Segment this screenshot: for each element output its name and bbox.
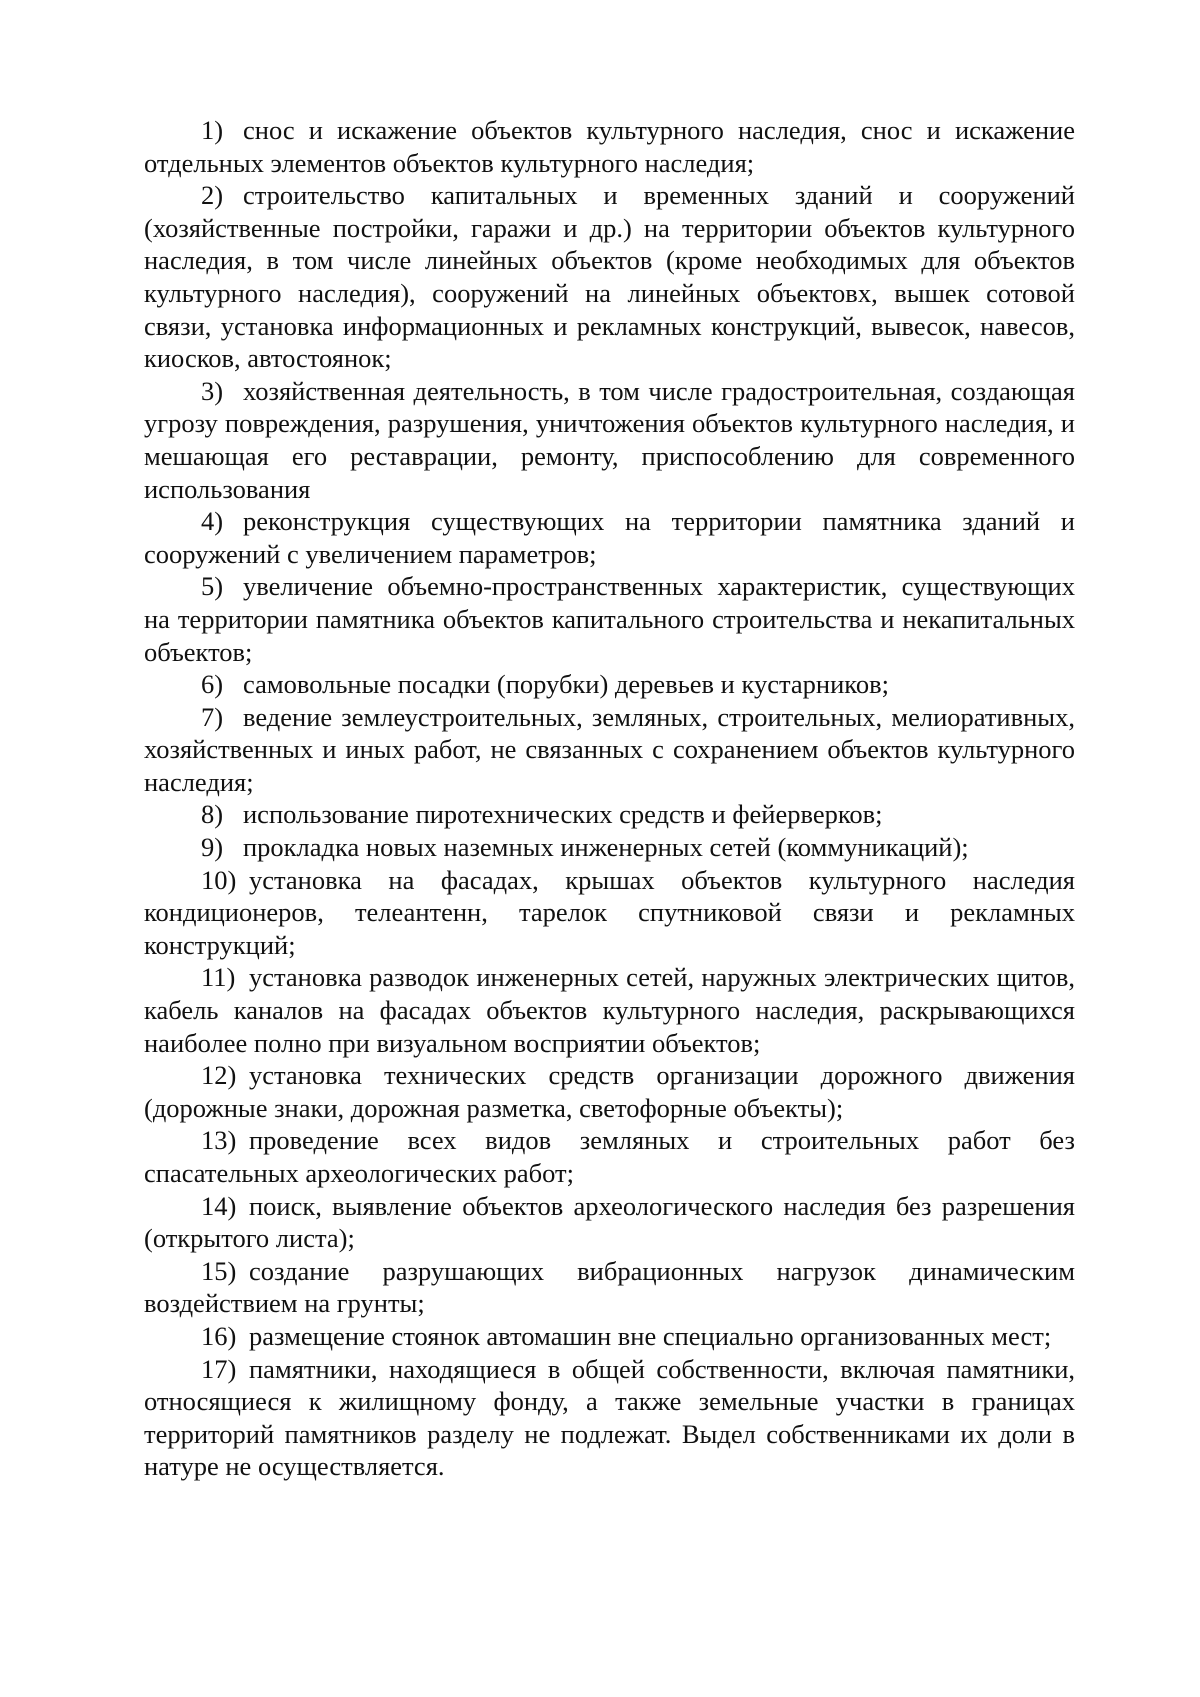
list-item-number: 1) bbox=[201, 115, 224, 145]
list-item bbox=[144, 1059, 1075, 1124]
list-item-text: установка разводок инженерных сетей, наружных электрических щитов, кабель каналов на фасадах объектов культурного наследия, раскрывающихся наиболее полно при визуальном восприятии объектов; bbox=[144, 962, 1075, 1058]
list-item-number: 4) bbox=[201, 506, 224, 537]
list-item-text: установка технических средств организации дорожного движения (дорожные знаки, дорожная разметка, светофорные объекты); bbox=[144, 1060, 1075, 1123]
list-item-text: ведение землеустроительных, земляных, строительных, мелиоративных, хозяйственных и иных работ, не связанных с сохранением объектов культурного наследия; bbox=[144, 701, 1075, 797]
list-item bbox=[144, 1255, 1075, 1320]
list-item bbox=[144, 961, 1075, 1059]
list-item bbox=[144, 701, 1075, 799]
list-item-text: создание разрушающих вибрационных нагрузок динамическим воздействием на грунты; bbox=[144, 1255, 1075, 1319]
list-item bbox=[144, 668, 1075, 701]
list-item bbox=[144, 831, 1075, 864]
list-item-number: 10) bbox=[201, 864, 237, 895]
list-item-text: проведение всех видов земляных и строительных работ без спасательных археологических работ; bbox=[144, 1125, 1075, 1188]
list-item bbox=[144, 505, 1075, 570]
list-item-text: прокладка новых наземных инженерных сетей (коммуникаций); bbox=[243, 832, 969, 863]
list-item-text: памятники, находящиеся в общей собственности, включая памятники, относящиеся к жилищному фонду, а также земельные участки в границах территорий памятников разделу не подлежат. Выдел собственниками их доли в натуре не осуществляется. bbox=[144, 1353, 1075, 1482]
list-item bbox=[144, 864, 1075, 962]
list-item-text: увеличение объемно-пространственных характеристик, существующих на территории памятника объектов капитального строительства и некапитальных объектов; bbox=[144, 571, 1075, 667]
list-item bbox=[144, 1320, 1075, 1353]
list-item-text: поиск, выявление объектов археологического наследия без разрешения (открытого листа); bbox=[144, 1190, 1075, 1254]
list-item bbox=[144, 375, 1075, 505]
list-item-number: 5) bbox=[201, 571, 224, 602]
list-item-text: установка на фасадах, крышах объектов культурного наследия кондиционеров, телеантенн, тарелок спутниковой связи и рекламных конструкций; bbox=[144, 864, 1075, 960]
list-item-number: 12) bbox=[201, 1060, 237, 1091]
list-item-number: 3) bbox=[201, 375, 224, 406]
list-item bbox=[144, 570, 1075, 668]
list-item bbox=[144, 114, 1075, 179]
list-item-text: самовольные посадки (порубки) деревьев и кустарников; bbox=[243, 669, 889, 700]
list-item-number: 2) bbox=[201, 180, 224, 211]
list-item bbox=[144, 1190, 1075, 1255]
list-item-text: снос и искажение объектов культурного наследия, снос и искажение отдельных элементов объектов культурного наследия; bbox=[144, 115, 1075, 178]
list-item-text: строительство капитальных и временных зданий и сооружений (хозяйственные постройки, гаражи и др.) на территории объектов культурного наследия, в том числе линейных объектов (кроме необходимых для объектов культурного наследия), сооружений на линейных объектовх, вышек сотовой связи, установка информационных и рекламных конструкций, вывесок, навесов, киосков, автостоянок; bbox=[144, 180, 1075, 374]
list-item-number: 8) bbox=[201, 799, 224, 830]
list-item-number: 17) bbox=[201, 1353, 237, 1384]
list-item bbox=[144, 1353, 1075, 1483]
list-item-text: реконструкция существующих на территории памятника зданий и сооружений с увеличением параметров; bbox=[144, 506, 1075, 569]
list-item-text: хозяйственная деятельность, в том числе градостроительная, создающая угрозу повреждения, разрушения, уничтожения объектов культурного наследия, и мешающая его реставрации, ремонту, приспособлению для современного использования bbox=[144, 375, 1075, 504]
document-page bbox=[144, 114, 1075, 1483]
list-item-number: 16) bbox=[201, 1320, 237, 1351]
list-item bbox=[144, 179, 1075, 375]
list-item bbox=[144, 1124, 1075, 1189]
list-item-number: 13) bbox=[201, 1125, 237, 1156]
list-item-text: использование пиротехнических средств и фейерверков; bbox=[243, 799, 883, 830]
list-item bbox=[144, 798, 1075, 831]
list-item-text: размещение стоянок автомашин вне специально организованных мест; bbox=[249, 1320, 1052, 1351]
list-item-number: 11) bbox=[201, 962, 236, 993]
list-item-number: 9) bbox=[201, 832, 224, 863]
list-item-number: 7) bbox=[201, 701, 224, 732]
list-item-number: 14) bbox=[201, 1190, 237, 1221]
list-item-number: 15) bbox=[201, 1255, 237, 1286]
list-item-number: 6) bbox=[201, 669, 224, 700]
